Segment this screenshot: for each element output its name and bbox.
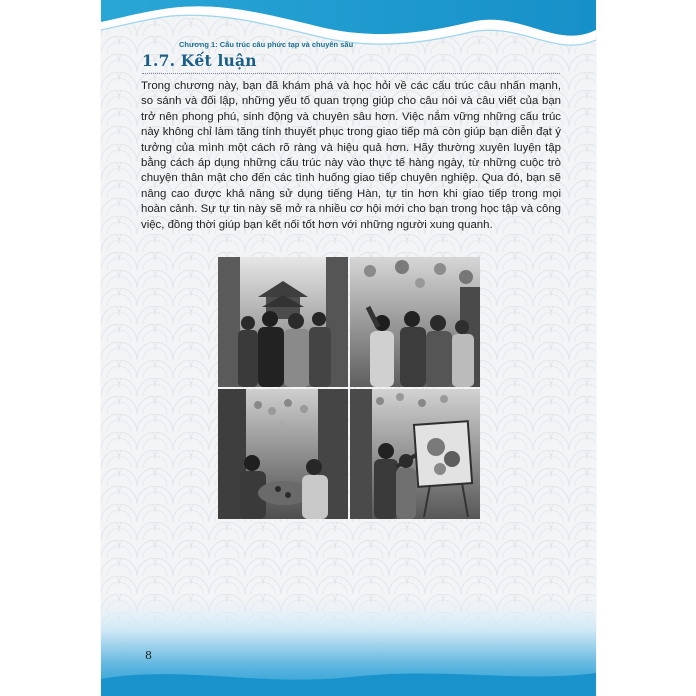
body-paragraph: Trong chương này, bạn đã khám phá và học hỏi về các cấu trúc câu nhấn mạnh, so sánh và đối lập, những yếu tố quan trọng giúp cho câu nói và câu viết của bạn trở nên phong phú, sinh động và chuyên sâu hơn. Việc nắm vững những cấu trúc này không chỉ làm tăng tính thuyết phục trong giao tiếp mà còn giúp bạn diễn đạt ý tưởng của mình một cách rõ ràng và hiệu quả hơn. Hãy thường xuyên luyện tập bằng cách áp dụng những cấu trúc này vào thực tế hàng ngày, từ những cuộc trò chuyện thân mật cho đến các tình huống giao tiếp chuyên nghiệp. Qua đó, bạn sẽ nâng cao được khả năng sử dụng tiếng Hàn, tự tin hơn khi giao tiếp trong mọi hoàn cảnh. Sự tự tin này sẽ mở ra nhiều cơ hội mới cho bạn trong học tập và công việc, đồng thời giúp bạn kết nối tốt hơn với những người xung quanh. <box>141 80 561 231</box>
chapter-label: Chương 1: Cấu trúc câu phức tạp và chuyên sâu <box>179 40 354 49</box>
illustration-street-painting <box>350 389 480 519</box>
illustration-friends-at-temple <box>218 257 348 387</box>
footer-wave <box>101 595 596 696</box>
page-number: 8 <box>145 649 152 662</box>
book-page <box>101 0 596 696</box>
illustration-grid <box>218 257 480 519</box>
section-title: 1.7. Kết luận <box>142 51 257 70</box>
dotted-divider <box>142 73 560 74</box>
illustration-street-market <box>218 389 348 519</box>
illustration-friends-with-lanterns <box>350 257 480 387</box>
